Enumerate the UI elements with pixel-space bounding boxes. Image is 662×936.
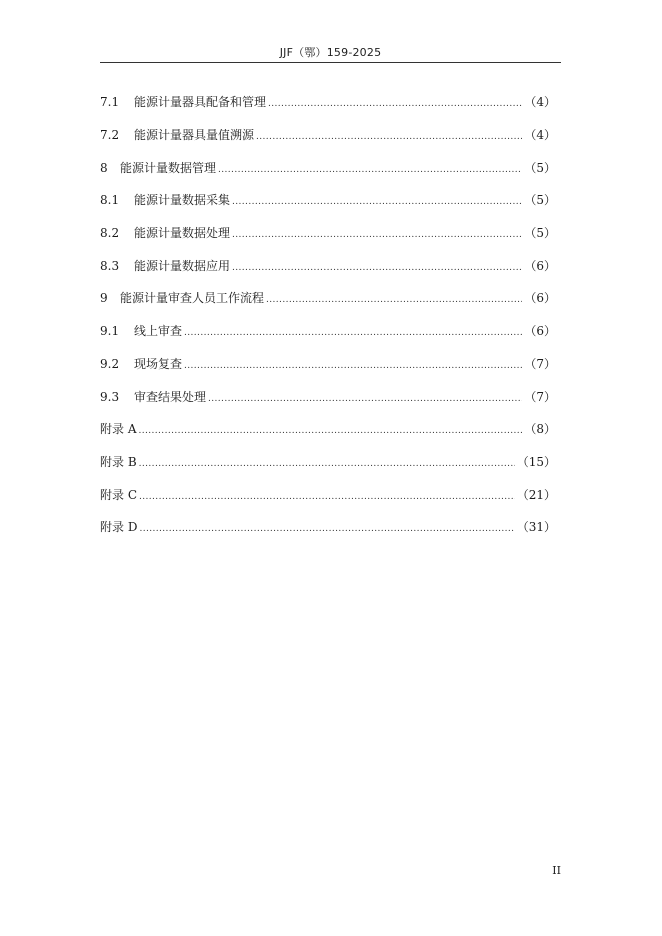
toc-entry[interactable] xyxy=(100,249,556,282)
toc-entry[interactable] xyxy=(100,151,556,184)
toc-entry-page: （6） xyxy=(524,291,556,306)
toc-entry[interactable] xyxy=(100,282,556,315)
toc-entry-number: 8.1 xyxy=(100,193,120,208)
toc-entry-number: 7.2 xyxy=(100,128,120,143)
toc-entry-number: 7.1 xyxy=(100,95,120,110)
toc-dot-leader xyxy=(232,192,522,212)
toc-entry-title: 能源计量器具量值溯源 xyxy=(134,128,255,143)
toc-dot-leader xyxy=(218,160,522,180)
toc-entry[interactable] xyxy=(100,315,556,348)
toc-dot-leader xyxy=(266,290,522,310)
toc-entry-page: （7） xyxy=(524,389,556,404)
toc-entry-page: （5） xyxy=(524,160,556,175)
toc-entry-page: （5） xyxy=(524,226,556,241)
toc-entry-page: （6） xyxy=(524,324,556,339)
toc-entry-title: 能源计量审查人员工作流程 xyxy=(120,291,265,306)
toc-entry[interactable] xyxy=(100,86,556,119)
toc-entry-page: （6） xyxy=(524,258,556,273)
toc-entry-title: 能源计量器具配备和管理 xyxy=(134,95,267,110)
toc-entry-number: 9.2 xyxy=(100,356,120,371)
toc-entry-page: （4） xyxy=(524,128,556,143)
toc-dot-leader xyxy=(138,421,522,441)
toc-entry-title: 现场复查 xyxy=(134,356,183,371)
toc-entry-title: 线上审查 xyxy=(134,324,183,339)
toc-dot-leader xyxy=(256,127,522,147)
toc-dot-leader xyxy=(232,258,522,278)
toc-entry[interactable] xyxy=(100,413,556,446)
toc-entry-page: （4） xyxy=(524,95,556,110)
toc-entry-title: 能源计量数据采集 xyxy=(134,193,231,208)
table-of-contents xyxy=(100,86,556,544)
toc-entry-title: 能源计量数据处理 xyxy=(134,226,231,241)
toc-dot-leader xyxy=(268,94,522,114)
toc-entry-title: 附录 D xyxy=(100,520,138,535)
toc-entry-page: （8） xyxy=(524,422,556,437)
toc-dot-leader xyxy=(232,225,522,245)
toc-entry[interactable] xyxy=(100,217,556,250)
toc-entry-title: 能源计量数据应用 xyxy=(134,258,231,273)
toc-entry-title: 审查结果处理 xyxy=(134,389,207,404)
toc-entry[interactable] xyxy=(100,119,556,152)
toc-entry-number: 9.1 xyxy=(100,324,120,339)
toc-entry-page: （15） xyxy=(516,454,556,469)
toc-entry[interactable] xyxy=(100,511,556,544)
toc-entry-number: 9.3 xyxy=(100,389,120,404)
toc-entry-title: 附录 A xyxy=(100,422,137,437)
toc-entry-title: 能源计量数据管理 xyxy=(120,160,217,175)
toc-dot-leader xyxy=(208,389,522,409)
toc-entry-page: （7） xyxy=(524,356,556,371)
toc-entry-title: 附录 C xyxy=(100,487,137,502)
toc-entry-number: 8.3 xyxy=(100,258,120,273)
toc-entry-number: 8.2 xyxy=(100,226,120,241)
toc-entry[interactable] xyxy=(100,184,556,217)
toc-entry[interactable] xyxy=(100,446,556,479)
toc-entry-page: （21） xyxy=(516,487,556,502)
toc-entry-title: 附录 B xyxy=(100,454,137,469)
toc-entry-number: 8 xyxy=(100,160,108,175)
document-header: JJF（鄂）159-2025 xyxy=(279,46,382,59)
toc-entry[interactable] xyxy=(100,478,556,511)
toc-dot-leader xyxy=(139,487,515,507)
toc-dot-leader xyxy=(139,454,515,474)
toc-entry-page: （31） xyxy=(516,520,556,535)
page-number: II xyxy=(552,864,561,877)
toc-entry-number: 9 xyxy=(100,291,108,306)
toc-dot-leader xyxy=(139,519,514,539)
toc-dot-leader xyxy=(184,323,522,343)
toc-entry-page: （5） xyxy=(524,193,556,208)
header-divider xyxy=(100,62,561,63)
toc-dot-leader xyxy=(184,356,522,376)
toc-entry[interactable] xyxy=(100,380,556,413)
toc-entry[interactable] xyxy=(100,348,556,381)
